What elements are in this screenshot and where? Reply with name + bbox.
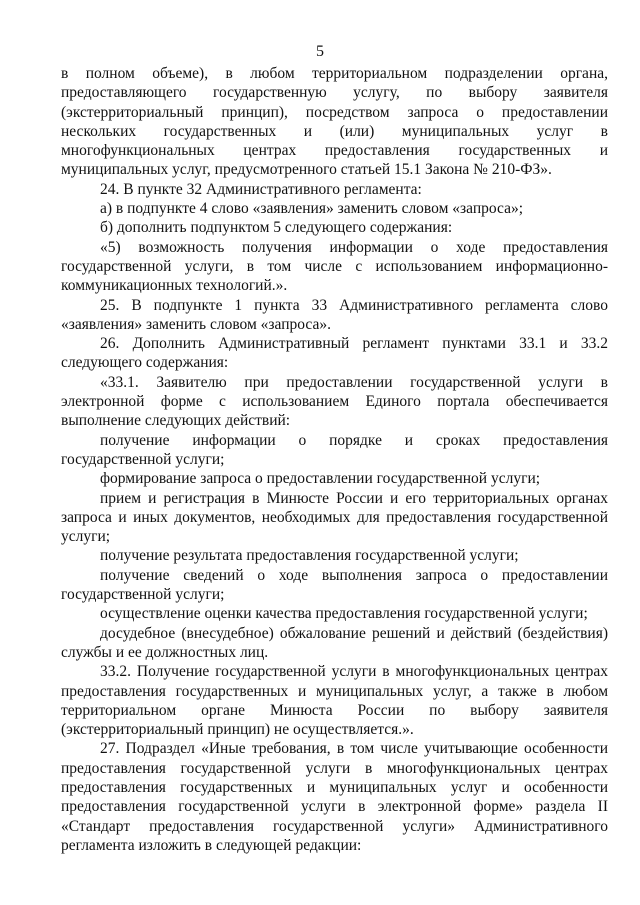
list-item-status: получение сведений о ходе выполнения запроса о предоставлении государственной услуги; [61,566,608,604]
paragraph-item-24a: а) в подпункте 4 слово «заявления» заменить словом «запроса»; [100,200,524,218]
paragraph-item-24: 24. В пункте 32 Административного регламента: [100,180,422,198]
list-item-registration: прием и регистрация в Минюсте России и его территориальных органах запроса и иных документов, необходимых для предоставления государственной услуги; [61,489,608,546]
paragraph-item-24b: б) дополнить подпунктом 5 следующего содержания: [100,219,453,237]
paragraph-item-26: 26. Дополнить Административный регламент пунктами 33.1 и 33.2 следующего содержания: [61,335,608,372]
paragraph-item-27: 27. Подраздел «Иные требования, в том числе учитывающие особенности предоставления государственной услуги в многофункциональных центрах предоставления государственных и муниципальных услуг и особенности предоставления государственной услуги в электронной форме» раздела II «Стандарт предоставления государственной услуги» Административного регламента изложить в следующей редакции: [61,740,608,854]
document-body [61,64,608,855]
paragraph-subitem-5: «5) возможность получения информации о ходе предоставления государственной услуги, в том числе с использованием информационно-коммуникационных технологий.». [61,238,608,295]
list-item-result: получение результата предоставления государственной услуги; [100,547,519,565]
paragraph-item-33-2: 33.2. Получение государственной услуги в многофункциональных центрах предоставления государственных и муниципальных услуг, а также в любом территориальном органе Минюста России по выбору заявителя (экстерриториальный принцип) не осуществляется.». [61,663,608,739]
page-number: 5 [316,43,324,60]
list-item-appeal: досудебное (внесудебное) обжалование решений и действий (бездействия) службы и ее должностных лиц. [61,624,608,661]
list-item-info: получение информации о порядке и сроках предоставления государственной услуги; [61,431,608,468]
list-item-request: формирование запроса о предоставлении государственной услуги; [100,470,541,488]
paragraph-item-25: 25. В подпункте 1 пункта 33 Административного регламента слово «заявления» заменить словом «запроса». [61,296,608,333]
paragraph-1: в полном объеме), в любом территориальном подразделении органа, предоставляющего государственную услугу, по выбору заявителя (экстерриториальный принцип), посредством запроса о предоставлении нескольких государственных и (или) муниципальных услуг в многофункциональных центрах предоставления государственных и муниципальных услуг, предусмотренного статьей 15.1 Закона № 210-ФЗ». [61,65,608,179]
paragraph-item-33-1: «33.1. Заявителю при предоставлении государственной услуги в электронной форме с использованием Единого портала обеспечивается выполнение следующих действий: [61,373,608,430]
list-item-quality: осуществление оценки качества предоставления государственной услуги; [100,605,588,623]
